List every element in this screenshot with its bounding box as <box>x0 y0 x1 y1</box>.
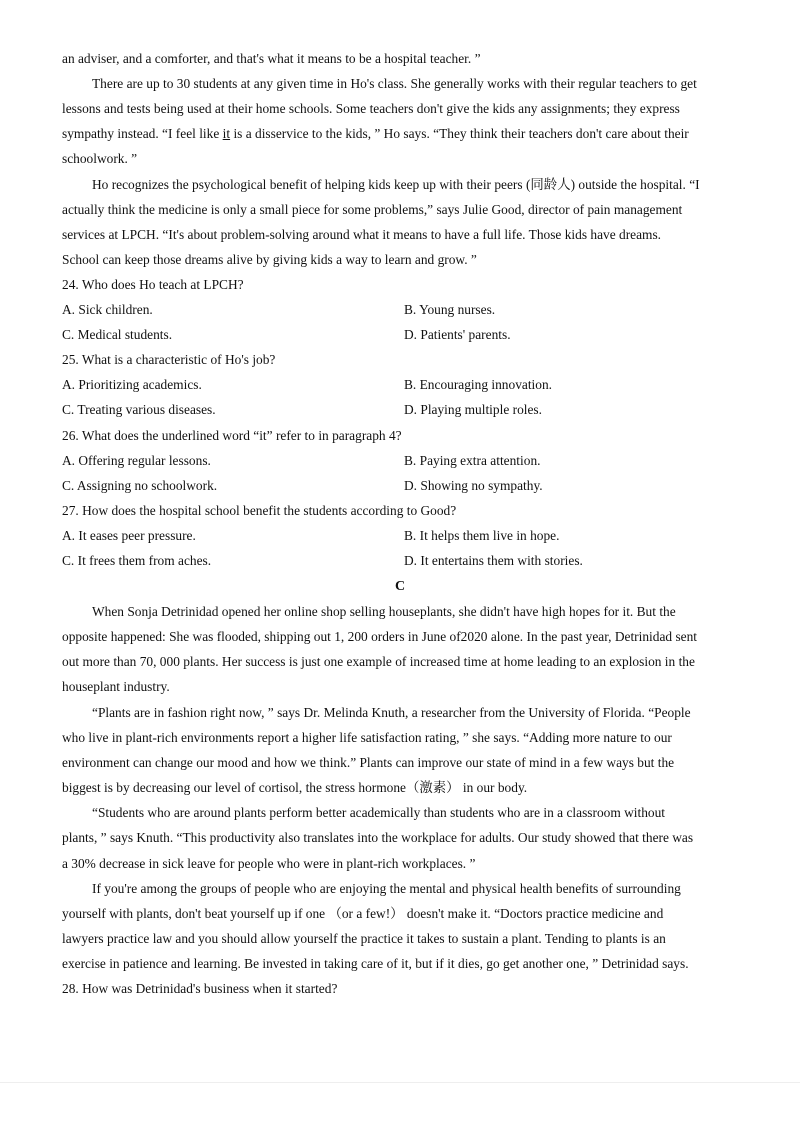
text-after: is a disservice to the kids, ” Ho says. “They think their teachers don't care about their <box>230 126 689 141</box>
paragraph-line: exercise in patience and learning. Be invested in taking care of it, but if it dies, go get another one, ” Detrinidad says. <box>62 956 689 971</box>
paragraph-line: schoolwork. ” <box>62 151 138 166</box>
option-a: A. Sick children. <box>62 302 153 317</box>
paragraph-line-underlined-it <box>62 125 738 143</box>
paragraph-line: Ho recognizes the psychological benefit of helping kids keep up with their peers (同龄人) outside the hospital. “I <box>92 177 700 192</box>
paragraph-line: lessons and tests being used at their home schools. Some teachers don't give the kids any assignments; they express <box>62 101 680 116</box>
option-a: A. It eases peer pressure. <box>62 528 196 543</box>
text-before: sympathy instead. “I feel like <box>62 126 223 141</box>
paragraph-line: biggest is by decreasing our level of cortisol, the stress hormone（激素） in our body. <box>62 780 528 795</box>
question-stem: 26. What does the underlined word “it” refer to in paragraph 4? <box>62 428 402 443</box>
option-d: D. Playing multiple roles. <box>404 402 542 417</box>
paragraph-line: a 30% decrease in sick leave for people who were in plant-rich workplaces. ” <box>62 856 476 871</box>
paragraph-line: an adviser, and a comforter, and that's what it means to be a hospital teacher. ” <box>62 51 481 66</box>
question-stem: 25. What is a characteristic of Ho's job? <box>62 352 276 367</box>
option-d: D. Showing no sympathy. <box>404 478 543 493</box>
paragraph-line: When Sonja Detrinidad opened her online shop selling houseplants, she didn't have high hopes for it. But the <box>92 604 676 619</box>
paragraph-line: plants, ” says Knuth. “This productivity also translates into the workplace for adults. Our study showed that there was <box>62 830 694 845</box>
paragraph-line: lawyers practice law and you should allow yourself the practice it takes to sustain a plant. Tending to plants is an <box>62 931 666 946</box>
question-stem: 27. How does the hospital school benefit the students according to Good? <box>62 503 457 518</box>
option-c: C. Assigning no schoolwork. <box>62 478 218 493</box>
option-b: B. Encouraging innovation. <box>404 377 553 392</box>
option-c: C. Treating various diseases. <box>62 402 216 417</box>
option-a: A. Prioritizing academics. <box>62 377 202 392</box>
option-b: B. It helps them live in hope. <box>404 528 560 543</box>
option-b: B. Young nurses. <box>404 302 496 317</box>
paragraph-line: services at LPCH. “It's about problem-solving around what it means to have a full life. Those kids have dreams. <box>62 227 662 242</box>
question-stem: 28. How was Detrinidad's business when it started? <box>62 981 338 996</box>
section-heading: C <box>394 579 406 594</box>
paragraph-line: “Students who are around plants perform better academically than students who are in a classroom without <box>92 805 666 820</box>
option-c: C. It frees them from aches. <box>62 553 212 568</box>
option-d: D. It entertains them with stories. <box>404 553 583 568</box>
paragraph-line: environment can change our mood and how we think.” Plants can improve our state of mind in a few ways but the <box>62 755 675 770</box>
paragraph-line: out more than 70, 000 plants. Her success is just one example of increased time at home leading to an explosion in the <box>62 654 695 669</box>
paragraph-line: If you're among the groups of people who are enjoying the mental and physical health benefits of surrounding <box>92 881 681 896</box>
paragraph-line: There are up to 30 students at any given time in Ho's class. She generally works with their regular teachers to get <box>92 76 697 91</box>
option-c: C. Medical students. <box>62 327 173 342</box>
paragraph-line: “Plants are in fashion right now, ” says Dr. Melinda Knuth, a researcher from the University of Florida. “People <box>92 705 691 720</box>
option-a: A. Offering regular lessons. <box>62 453 211 468</box>
paragraph-line: who live in plant-rich environments report a higher life satisfaction rating, ” she says. “Adding more nature to our <box>62 730 672 745</box>
paragraph-line: actually think the medicine is only a small piece for some problems,” says Julie Good, director of pain management <box>62 202 683 217</box>
page-bottom-divider <box>0 1082 800 1083</box>
option-b: B. Paying extra attention. <box>404 453 541 468</box>
paragraph-line: School can keep those dreams alive by giving kids a way to learn and grow. ” <box>62 252 477 267</box>
paragraph-line: yourself with plants, don't beat yourself up if one （or a few!） doesn't make it. “Doctors practice medicine and <box>62 906 664 921</box>
option-d: D. Patients' parents. <box>404 327 511 342</box>
underlined-word: it <box>222 126 231 141</box>
question-stem: 24. Who does Ho teach at LPCH? <box>62 277 244 292</box>
paragraph-line: opposite happened: She was flooded, shipping out 1, 200 orders in June of2020 alone. In the past year, Detrinidad sent <box>62 629 698 644</box>
paragraph-line: houseplant industry. <box>62 679 170 694</box>
